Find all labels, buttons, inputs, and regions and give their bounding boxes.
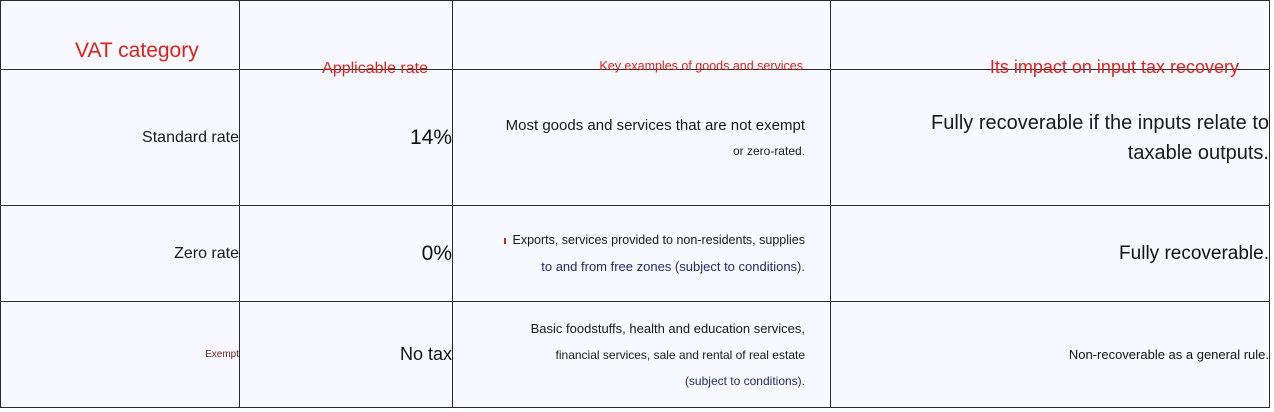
examples-line: Basic foodstuffs, health and education services,: [530, 321, 805, 336]
examples-line: (subject to conditions).: [684, 374, 805, 388]
examples-line-text: Exports, services provided to non-residents, supplies: [512, 233, 805, 248]
impact-cell: [831, 70, 1270, 206]
impact-cell: Fully recoverable.: [831, 206, 1270, 302]
table-row-zero-rate: [1, 206, 1270, 302]
examples-line: Most goods and services that are not exempt: [505, 117, 805, 134]
category-cell: Standard rate: [1, 70, 240, 206]
header-cell-examples: [453, 1, 831, 73]
impact-line: Fully recoverable if the inputs relate to: [931, 111, 1269, 134]
examples-line: financial services, sale and rental of real estate: [555, 348, 805, 362]
category-cell: Zero rate: [1, 206, 240, 302]
header-row: [1, 1, 1270, 70]
impact-line: taxable outputs.: [1127, 141, 1269, 164]
category-cell: Exempt: [1, 302, 240, 408]
rate-cell: 14%: [240, 70, 453, 206]
examples-cell: [453, 302, 831, 408]
header-impact: Its impact on input tax recovery: [989, 57, 1239, 77]
examples-cell: [453, 70, 831, 206]
examples-line: to and from free zones (subject to conditions).: [541, 258, 805, 274]
header-cell-rate: [240, 1, 453, 77]
table-row-standard-rate: [1, 70, 1270, 206]
rate-cell: 0%: [240, 206, 453, 302]
header-cell-impact: [831, 1, 1270, 77]
examples-cell: [453, 206, 831, 302]
header-examples: Key examples of goods and services: [599, 59, 803, 73]
tick-mark-icon: [504, 238, 506, 244]
examples-line: or zero-rated.: [732, 144, 805, 158]
examples-line: [453, 234, 805, 247]
header-rate: Applicable rate: [322, 60, 428, 77]
table-row-exempt: [1, 302, 1270, 408]
impact-cell: Non-recoverable as a general rule.: [831, 302, 1270, 408]
header-category: VAT category: [75, 39, 199, 62]
rate-cell: No tax: [240, 302, 453, 408]
header-cell-category: [1, 1, 240, 70]
